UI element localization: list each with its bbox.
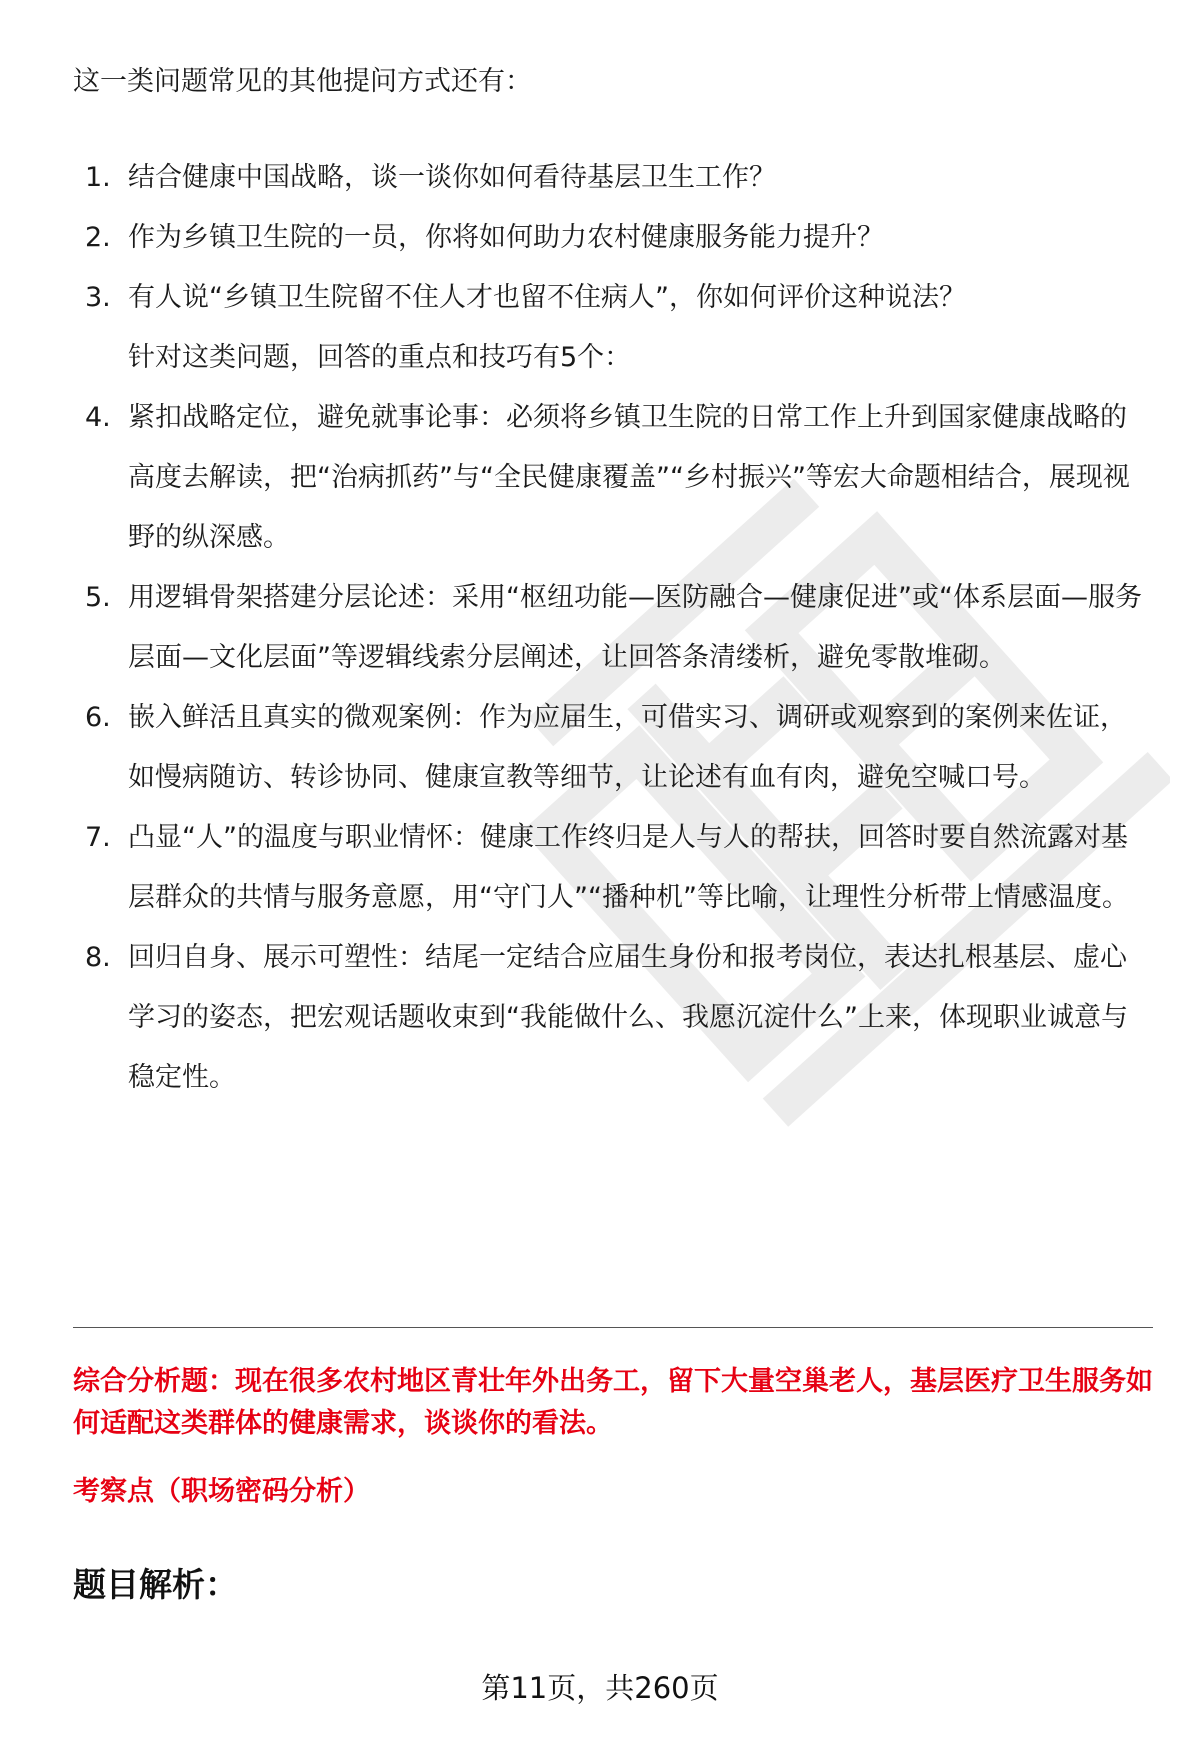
section-divider: [73, 1327, 1153, 1328]
list-item: [73, 388, 1153, 568]
list-item: [73, 208, 1153, 268]
list-item-text: 紧扣战略定位，避免就事论事：必须将乡镇卫生院的日常工作上升到国家健康战略的高度去解读，把“治病抓药”与“全民健康覆盖”“乡村振兴”等宏大命题相结合，展现视野的纵深感。: [128, 402, 1130, 553]
list-item-text: 用逻辑骨架搭建分层论述：采用“枢纽功能—医防融合—健康促进”或“体系层面—服务层面—文化层面”等逻辑线索分层阐述，让回答条清缕析，避免零散堆砌。: [128, 582, 1142, 673]
list-item-number: 6.: [85, 702, 111, 733]
exam-point-label: 考察点（职场密码分析）: [73, 1476, 370, 1507]
list-item-number: 1.: [85, 162, 111, 193]
list-item-text: 凸显“人”的温度与职业情怀：健康工作终归是人与人的帮扶，回答时要自然流露对基层群众的共情与服务意愿，用“守门人”“播种机”等比喻，让理性分析带上情感温度。: [128, 822, 1129, 913]
list-item: [73, 268, 1153, 328]
list-item-number: 3.: [85, 282, 111, 313]
list-item-text: 嵌入鲜活且真实的微观案例：作为应届生，可借实习、调研或观察到的案例来佐证，如慢病随访、转诊协同、健康宣教等细节，让论述有血有肉，避免空喊口号。: [128, 702, 1127, 793]
list-item-number: 8.: [85, 942, 111, 973]
list-item-number: 4.: [85, 402, 111, 433]
list-item-number: 7.: [85, 822, 111, 853]
list-item: [73, 568, 1153, 688]
numbered-list: [73, 148, 1153, 1108]
question-title: 综合分析题：现在很多农村地区青壮年外出务工，留下大量空巢老人，基层医疗卫生服务如何适配这类群体的健康需求，谈谈你的看法。: [73, 1366, 1153, 1439]
list-item-number: 5.: [85, 582, 111, 613]
analysis-heading: 题目解析：: [73, 1565, 238, 1604]
list-item: [73, 148, 1153, 208]
list-item: [73, 688, 1153, 808]
page-number-footer: 第11页，共260页: [481, 1671, 719, 1705]
list-item: [73, 808, 1153, 928]
list-item-text: 作为乡镇卫生院的一员，你将如何助力农村健康服务能力提升？: [128, 222, 884, 253]
list-item-number: 2.: [85, 222, 111, 253]
list-item-text: 结合健康中国战略，谈一谈你如何看待基层卫生工作？: [128, 162, 776, 193]
intro-text: 这一类问题常见的其他提问方式还有：: [73, 66, 532, 97]
list-item-text: 有人说“乡镇卫生院留不住人才也留不住病人”，你如何评价这种说法？: [128, 282, 966, 313]
tips-intro: 针对这类问题，回答的重点和技巧有5个：: [128, 342, 632, 373]
list-item: [73, 928, 1153, 1108]
list-item-text: 回归自身、展示可塑性：结尾一定结合应届生身份和报考岗位，表达扎根基层、虚心学习的姿态，把宏观话题收束到“我能做什么、我愿沉淀什么”上来，体现职业诚意与稳定性。: [128, 942, 1128, 1093]
